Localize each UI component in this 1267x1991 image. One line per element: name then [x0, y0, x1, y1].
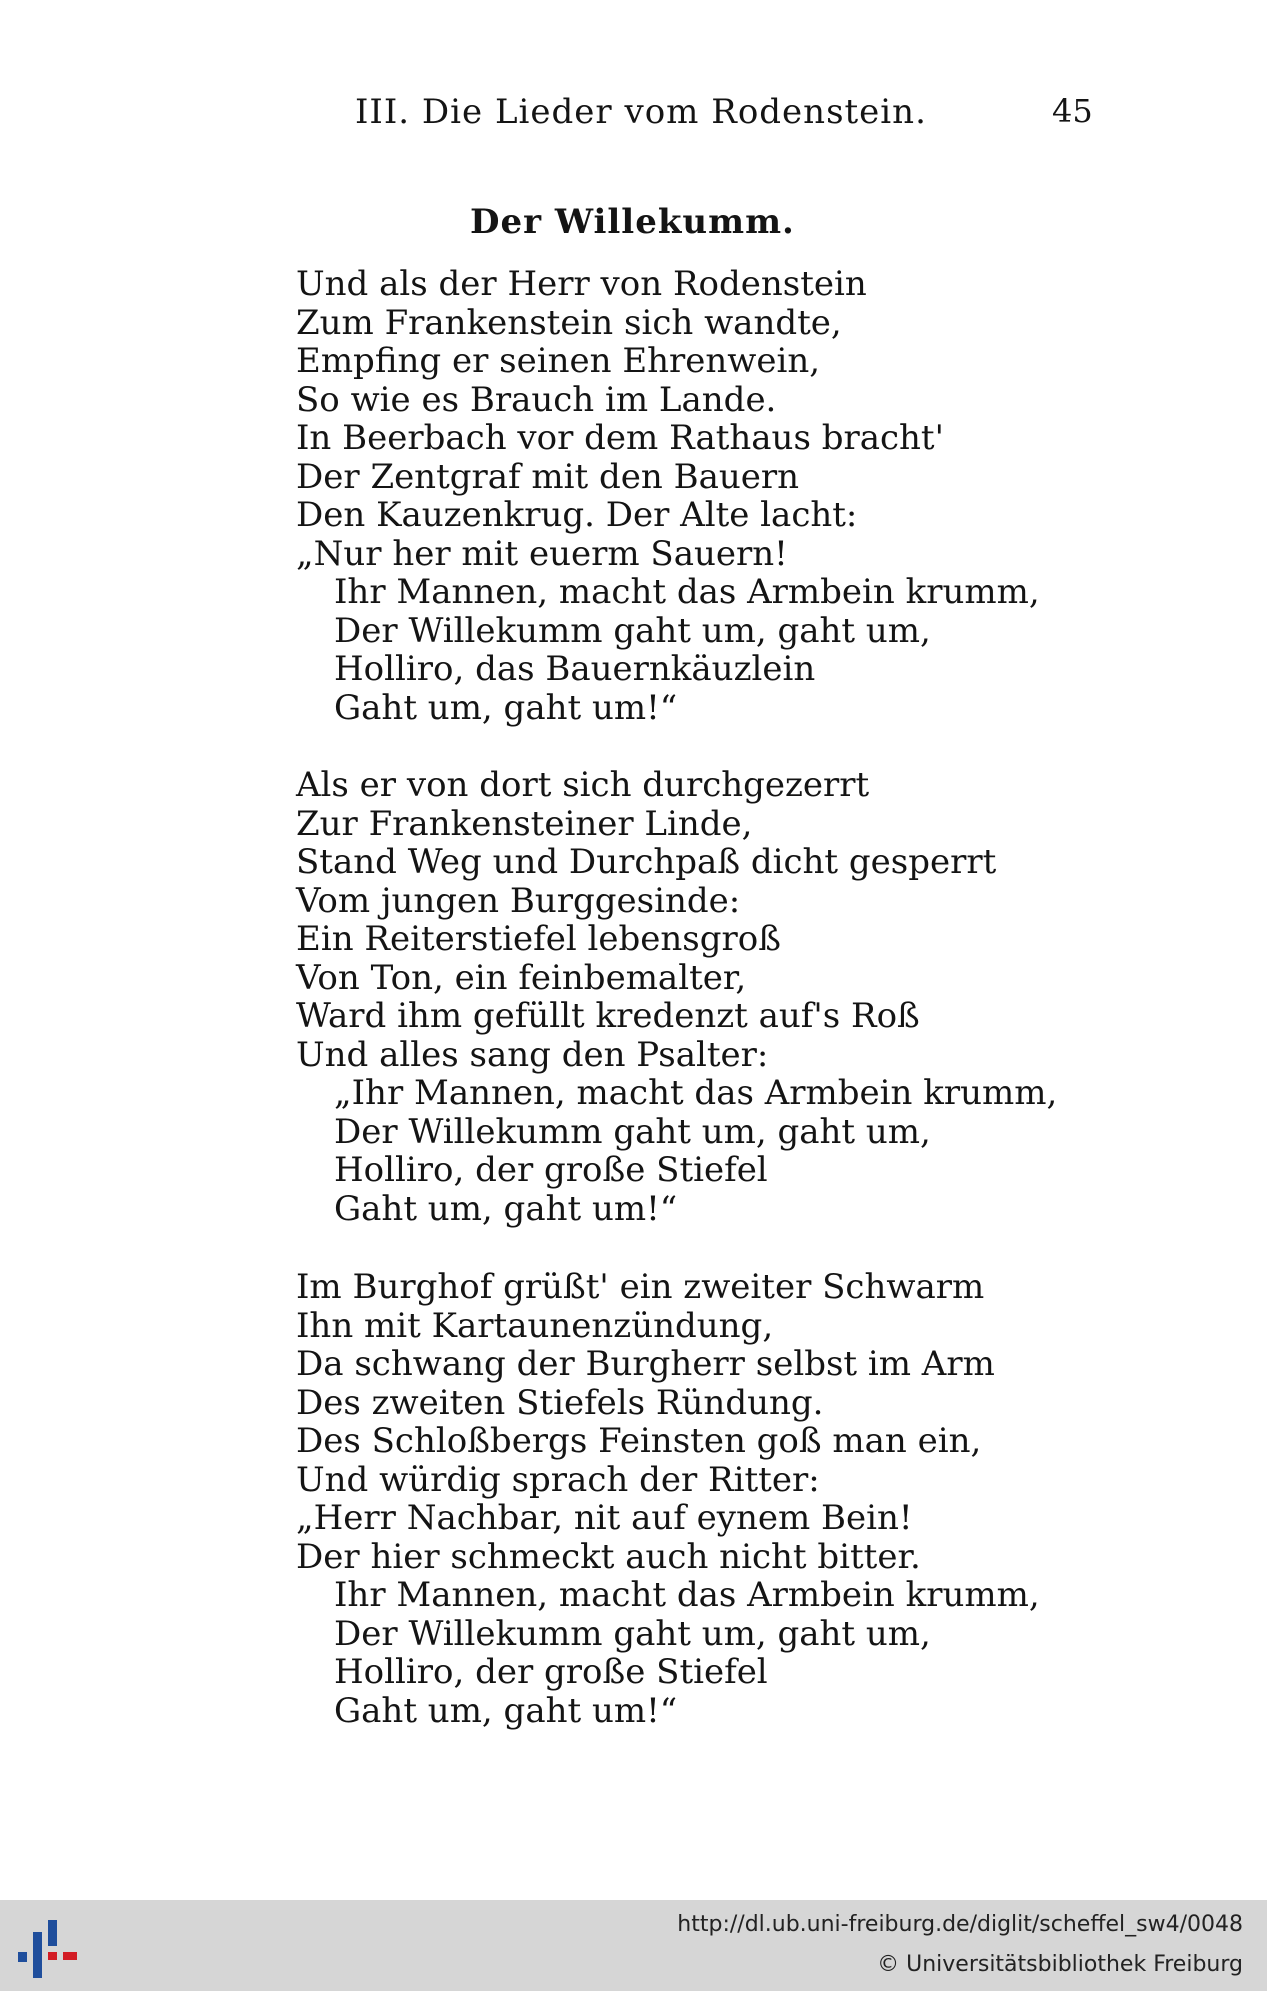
poem-line: Im Burghof grüßt' ein zweiter Schwarm [296, 1267, 985, 1307]
poem-line: Empfing er seinen Ehrenwein, [296, 341, 821, 381]
refrain-line: Ihr Mannen, macht das Armbein krumm, [334, 1575, 1040, 1615]
viewer-footer [0, 1900, 1267, 1991]
permalink-url[interactable]: http://dl.ub.uni-freiburg.de/diglit/scheffel_sw4/0048 [677, 1912, 1243, 1937]
poem-line: In Beerbach vor dem Rathaus bracht' [296, 418, 944, 458]
poem-line: Des Schloßbergs Feinsten goß man ein, [296, 1421, 982, 1461]
poem-line: Zur Frankensteiner Linde, [296, 803, 753, 844]
refrain-line: „Ihr Mannen, macht das Armbein krumm, [334, 1073, 1058, 1113]
stanza-2 [296, 766, 1057, 1228]
poem-line: „Herr Nachbar, nit auf eynem Bein! [296, 1498, 913, 1538]
poem-line: Des zweiten Stiefels Ründung. [296, 1382, 824, 1423]
logo-bar [63, 1952, 77, 1960]
refrain-line: Gaht um, gaht um!“ [334, 1188, 678, 1229]
logo-bar [18, 1952, 27, 1962]
refrain-line: Ihr Mannen, macht das Armbein krumm, [334, 572, 1040, 612]
logo-bar [48, 1920, 57, 1946]
poem-line: Stand Weg und Durchpaß dicht gesperrt [296, 842, 997, 882]
poem-line: Und alles sang den Psalter: [296, 1034, 769, 1075]
poem-line: Der hier schmeckt auch nicht bitter. [296, 1536, 921, 1577]
poem-line: Ward ihm gefüllt kredenzt auf's Roß [296, 996, 920, 1036]
poem-line: Ihn mit Kartaunenzündung, [296, 1305, 774, 1346]
refrain-line: Holliro, der große Stiefel [334, 1150, 768, 1190]
refrain-line: Gaht um, gaht um!“ [334, 1690, 678, 1731]
poem-line: Als er von dort sich durchgezerrt [296, 765, 870, 805]
poem-line: Zum Frankenstein sich wandte, [296, 302, 842, 343]
stanza-3 [296, 1268, 1040, 1730]
poem-line: Da schwang der Burgherr selbst im Arm [296, 1344, 995, 1384]
refrain-line: Gaht um, gaht um!“ [334, 687, 678, 728]
logo-bar [33, 1932, 42, 1978]
refrain-line: Holliro, der große Stiefel [334, 1652, 768, 1692]
refrain-line: Der Willekumm gaht um, gaht um, [334, 610, 931, 651]
poem-line: Von Ton, ein feinbemalter, [296, 957, 747, 998]
poem-line: So wie es Brauch im Lande. [296, 379, 777, 420]
page-number: 45 [1052, 92, 1093, 130]
poem-line: Der Zentgraf mit den Bauern [296, 456, 800, 497]
poem-line: Vom jungen Burggesinde: [296, 880, 741, 921]
poem-line: „Nur her mit euerm Sauern! [296, 533, 788, 574]
poem-line: Ein Reiterstiefel lebensgroß [296, 919, 781, 959]
ub-freiburg-logo-icon[interactable] [14, 1912, 86, 1982]
copyright-notice: © Universitätsbibliothek Freiburg [877, 1952, 1243, 1977]
stanza-1 [296, 265, 1040, 727]
poem-title: Der Willekumm. [470, 202, 795, 242]
refrain-line: Der Willekumm gaht um, gaht um, [334, 1613, 931, 1654]
logo-bar [48, 1952, 57, 1960]
refrain-line: Der Willekumm gaht um, gaht um, [334, 1111, 931, 1152]
poem-line: Und würdig sprach der Ritter: [296, 1459, 820, 1500]
poem-line: Den Kauzenkrug. Der Alte lacht: [296, 495, 858, 535]
refrain-line: Holliro, das Bauernkäuzlein [334, 649, 816, 689]
running-head: III. Die Lieder vom Rodenstein. [355, 92, 927, 132]
poem-line: Und als der Herr von Rodenstein [296, 264, 867, 304]
